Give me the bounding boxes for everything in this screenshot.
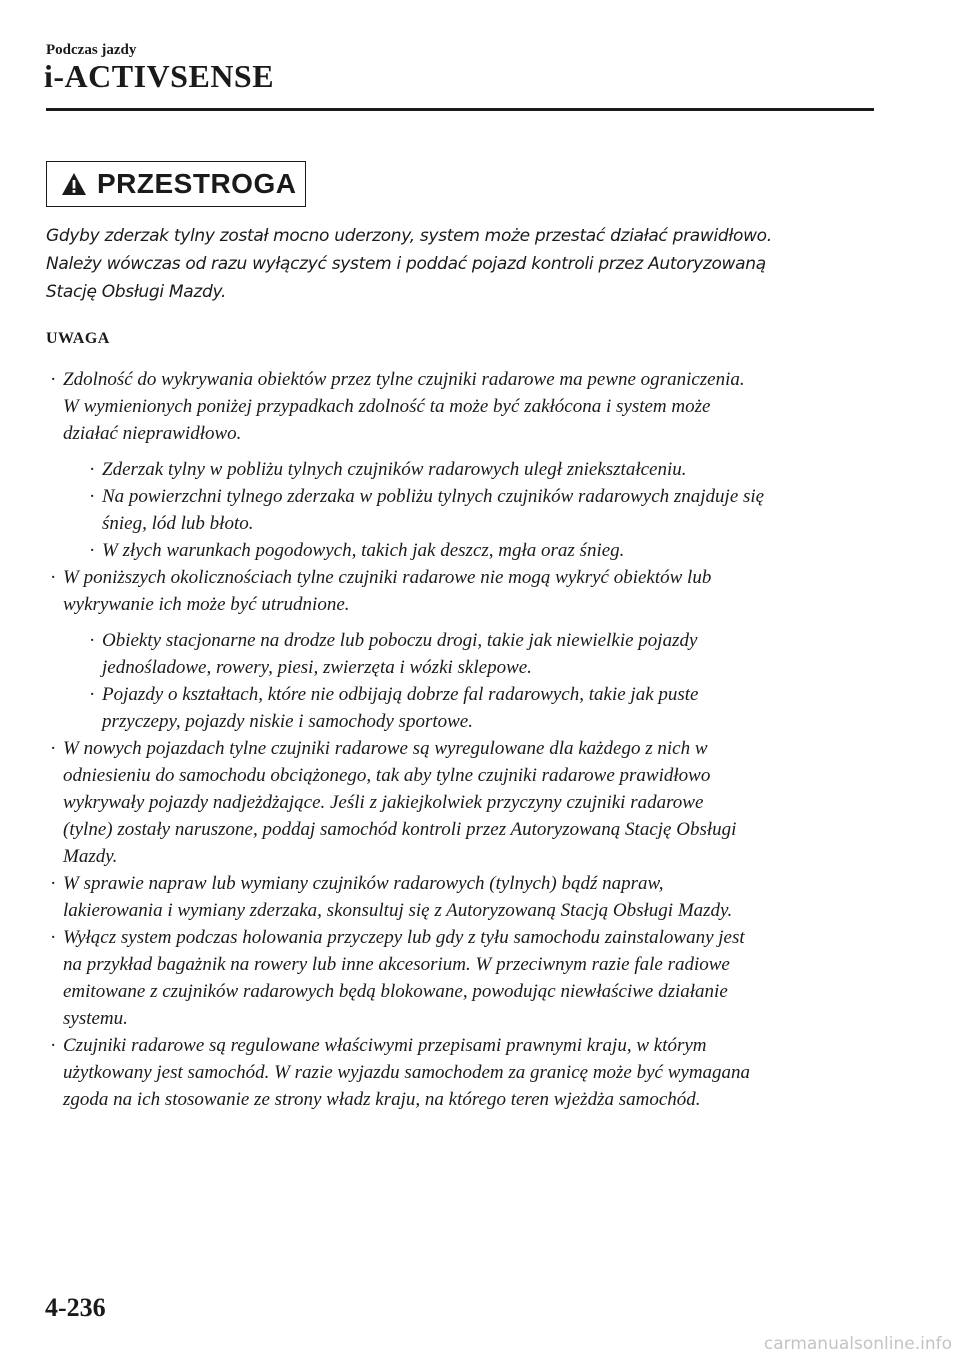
note-item — [46, 366, 882, 564]
sub-line: W złych warunkach pogodowych, takich jak deszcz, mgła oraz śnieg. — [102, 540, 625, 561]
bullet: · — [89, 684, 96, 705]
sub-item — [85, 537, 882, 564]
note-line: systemu. — [63, 1008, 128, 1029]
note-item — [46, 1032, 882, 1113]
note-line: W sprawie napraw lub wymiany czujników radarowych (tylnych) bądź napraw, — [63, 873, 664, 894]
caution-label: PRZESTROGA — [97, 168, 297, 199]
note-line: odniesieniu do samochodu obciążonego, tak aby tylne czujniki radarowe prawidłowo — [63, 765, 711, 786]
bullet: · — [50, 1035, 57, 1056]
note-line: użytkowany jest samochód. W razie wyjazdu samochodem za granicę może być wymagana — [63, 1062, 751, 1083]
chapter-title: i-ACTIVSENSE — [44, 58, 275, 94]
page-number: 4-236 — [45, 1293, 106, 1322]
note-line: W poniższych okolicznościach tylne czujniki radarowe nie mogą wykryć obiektów lub — [63, 567, 712, 588]
watermark: carmanualsonline.info — [763, 1334, 952, 1354]
caution-box — [46, 161, 306, 207]
note-line: działać nieprawidłowo. — [63, 423, 242, 444]
note-line: emitowane z czujników radarowych będą blokowane, powodując niewłaściwe działanie — [63, 981, 728, 1002]
bullet: · — [89, 486, 96, 507]
sub-list — [63, 627, 882, 735]
bullet: · — [50, 927, 57, 948]
note-line: W wymienionych poniżej przypadkach zdolność ta może być zakłócona i system może — [63, 396, 711, 417]
note-list — [46, 366, 882, 1113]
note-item — [46, 735, 882, 870]
bullet: · — [50, 873, 57, 894]
note-line: lakierowania i wymiany zderzaka, skonsultuj się z Autoryzowaną Stacją Obsługi Mazdy. — [63, 900, 733, 921]
bullet: · — [89, 459, 96, 480]
note-item — [46, 564, 882, 735]
note-line: Zdolność do wykrywania obiektów przez tylne czujniki radarowe ma pewne ograniczenia. — [63, 369, 745, 390]
note-heading: UWAGA — [46, 330, 110, 347]
note-line: Wyłącz system podczas holowania przyczepy lub gdy z tyłu samochodu zainstalowany jest — [63, 927, 745, 948]
bullet: · — [50, 567, 57, 588]
note-line: zgoda na ich stosowanie ze strony władz kraju, na którego teren wjeżdża samochód. — [63, 1089, 701, 1110]
sub-line: przyczepy, pojazdy niskie i samochody sportowe. — [102, 711, 473, 732]
note-line: Mazdy. — [63, 846, 118, 867]
sub-line: Zderzak tylny w pobliżu tylnych czujników radarowych uległ zniekształceniu. — [102, 459, 687, 480]
sub-item — [85, 627, 882, 681]
caution-line: Należy wówczas od razu wyłączyć system i poddać pojazd kontroli przez Autoryzowaną — [46, 254, 766, 274]
note-line: Czujniki radarowe są regulowane właściwymi przepisami prawnymi kraju, w którym — [63, 1035, 707, 1056]
sub-line: Obiekty stacjonarne na drodze lub poboczu drogi, takie jak niewielkie pojazdy — [102, 630, 698, 651]
section-label: Podczas jazdy — [46, 42, 137, 58]
header-rule — [46, 108, 874, 111]
note-line: na przykład bagażnik na rowery lub inne akcesorium. W przeciwnym razie fale radiowe — [63, 954, 730, 975]
sub-line: Na powierzchni tylnego zderzaka w pobliżu tylnych czujników radarowych znajduje się — [102, 486, 765, 507]
caution-line: Gdyby zderzak tylny został mocno uderzony, system może przestać działać prawidłowo. — [46, 226, 772, 246]
sub-line: śnieg, lód lub błoto. — [102, 513, 254, 534]
warning-triangle-icon — [61, 172, 87, 196]
sub-list — [63, 456, 882, 564]
sub-line: Pojazdy o kształtach, które nie odbijają dobrze fal radarowych, takie jak puste — [102, 684, 699, 705]
sub-item — [85, 456, 882, 483]
bullet: · — [89, 630, 96, 651]
note-line: (tylne) zostały naruszone, poddaj samochód kontroli przez Autoryzowaną Stację Obsługi — [63, 819, 737, 840]
note-item — [46, 924, 882, 1032]
bullet: · — [50, 738, 57, 759]
sub-item — [85, 483, 882, 537]
sub-item — [85, 681, 882, 735]
bullet: · — [50, 369, 57, 390]
caution-text — [46, 222, 876, 306]
note-item — [46, 870, 882, 924]
note-line: wykrywanie ich może być utrudnione. — [63, 594, 350, 615]
note-line: W nowych pojazdach tylne czujniki radarowe są wyregulowane dla każdego z nich w — [63, 738, 708, 759]
bullet: · — [89, 540, 96, 561]
caution-line: Stację Obsługi Mazdy. — [46, 282, 227, 302]
sub-line: jednośladowe, rowery, piesi, zwierzęta i wózki sklepowe. — [102, 657, 532, 678]
note-line: wykrywały pojazdy nadjeżdżające. Jeśli z jakiejkolwiek przyczyny czujniki radarowe — [63, 792, 704, 813]
